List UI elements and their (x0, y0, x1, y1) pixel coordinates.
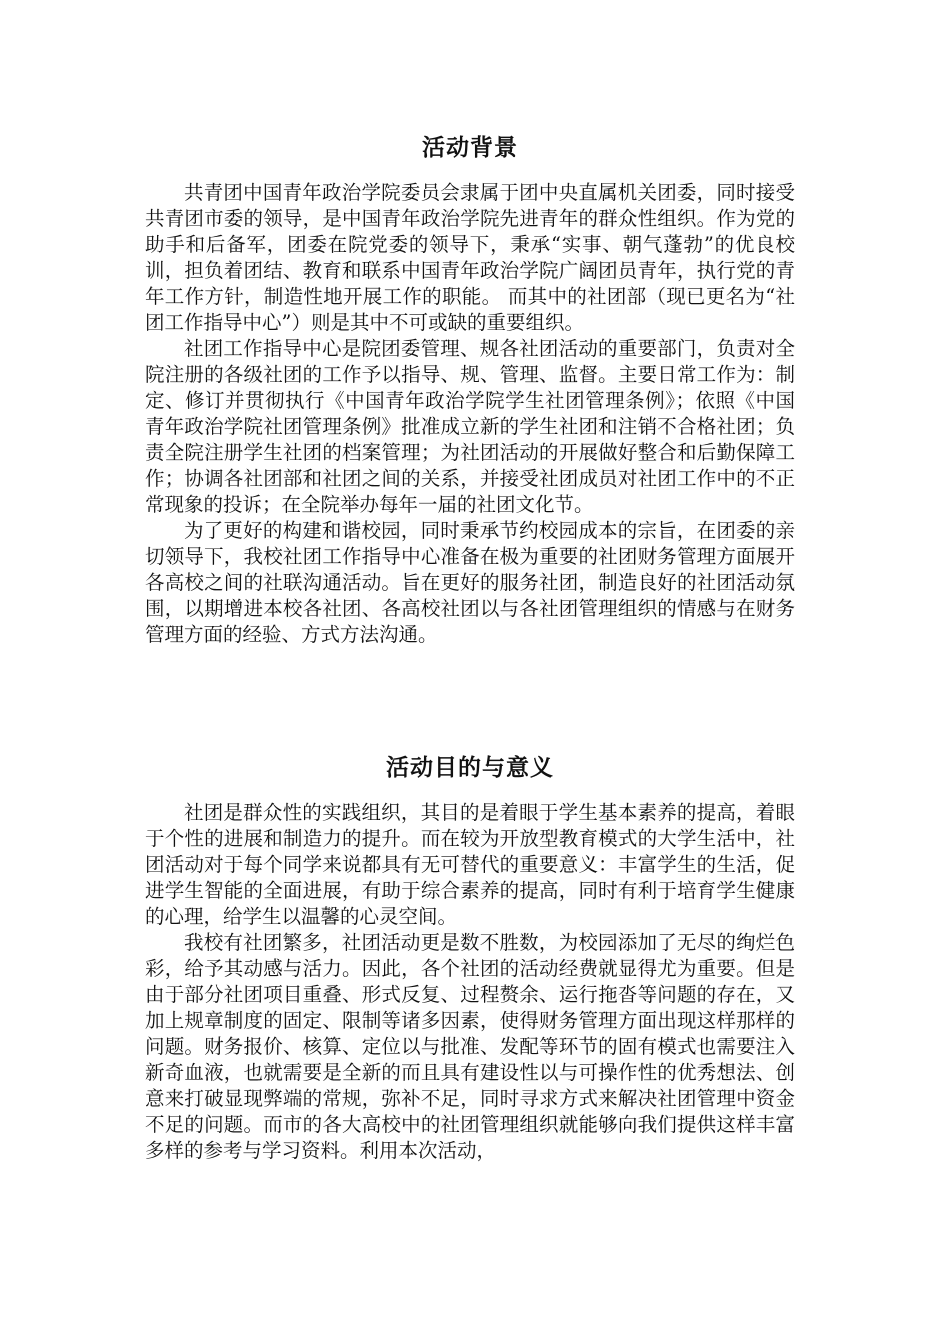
paragraph: 共青团中国青年政治学院委员会隶属于团中央直属机关团委，同时接受共青团市委的领导，是中国青年政治学院先进青年的群众性组织。作为党的助手和后备军，团委在院党委的领导下，秉承“实事、朝气蓬勃”的优良校训，担负着团结、教育和联系中国青年政治学院广阔团员青年，执行党的青年工作方针，制造性地开展工作的职能。 而其中的社团部（现已更名为“社团工作指导中心”）则是其中不可或缺的重要组织。 (145, 181, 795, 334)
paragraph: 我校有社团繁多，社团活动更是数不胜数，为校园添加了无尽的绚烂色彩，给予其动感与活力。因此，各个社团的活动经费就显得尤为重要。但是由于部分社团项目重叠、形式反复、过程赘余、运行拖沓等问题的存在，又加上规章制度的固定、限制等诸多因素，使得财务管理方面出现这样那样的问题。财务报价、核算、定位以与批准、发配等环节的固有模式也需要注入新奇血液，也就需要是全新的而且具有建设性以与可操作性的优秀想法、创意来打破显现弊端的常规，弥补不足，同时寻求方式来解决社团管理中资金不足的问题。而市的各大高校中的社团管理组织就能够向我们提供这样丰富多样的参考与学习资料。利用本次活动， (145, 931, 795, 1162)
section-heading: 活动背景 (422, 134, 518, 161)
paragraph: 社团是群众性的实践组织，其目的是着眼于学生基本素养的提高，着眼于个性的进展和制造力的提升。而在较为开放型教育模式的大学生活中，社团活动对于每个同学来说都具有无可替代的重要意义：丰富学生的生活，促进学生智能的全面进展，有助于综合素养的提高，同时有利于培育学生健康的心理，给学生以温馨的心灵空间。 (145, 801, 795, 928)
paragraph: 为了更好的构建和谐校园，同时秉承节约校园成本的宗旨，在团委的亲切领导下，我校社团工作指导中心准备在极为重要的社团财务管理方面展开各高校之间的社联沟通活动。旨在更好的服务社团，制造良好的社团活动氛围，以期增进本校各社团、各高校社团以与各社团管理组织的情感与在财务管理方面的经验、方式方法沟通。 (145, 519, 795, 646)
section-purpose-and-significance (145, 752, 795, 1164)
section-activity-background (145, 132, 795, 648)
paragraph: 社团工作指导中心是院团委管理、规各社团活动的重要部门，负责对全院注册的各级社团的工作予以指导、规、管理、监督。主要日常工作为：制定、修订并贯彻执行《中国青年政治学院学生社团管理条例》；依照《中国青年政治学院社团管理条例》批准成立新的学生社团和注销不合格社团；负责全院注册学生社团的档案管理；为社团活动的开展做好整合和后勤保障工作；协调各社团部和社团之间的关系，并接受社团成员对社团工作中的不正常现象的投诉；在全院举办每年一届的社团文化节。 (145, 337, 795, 516)
section-heading: 活动目的与意义 (386, 754, 554, 781)
